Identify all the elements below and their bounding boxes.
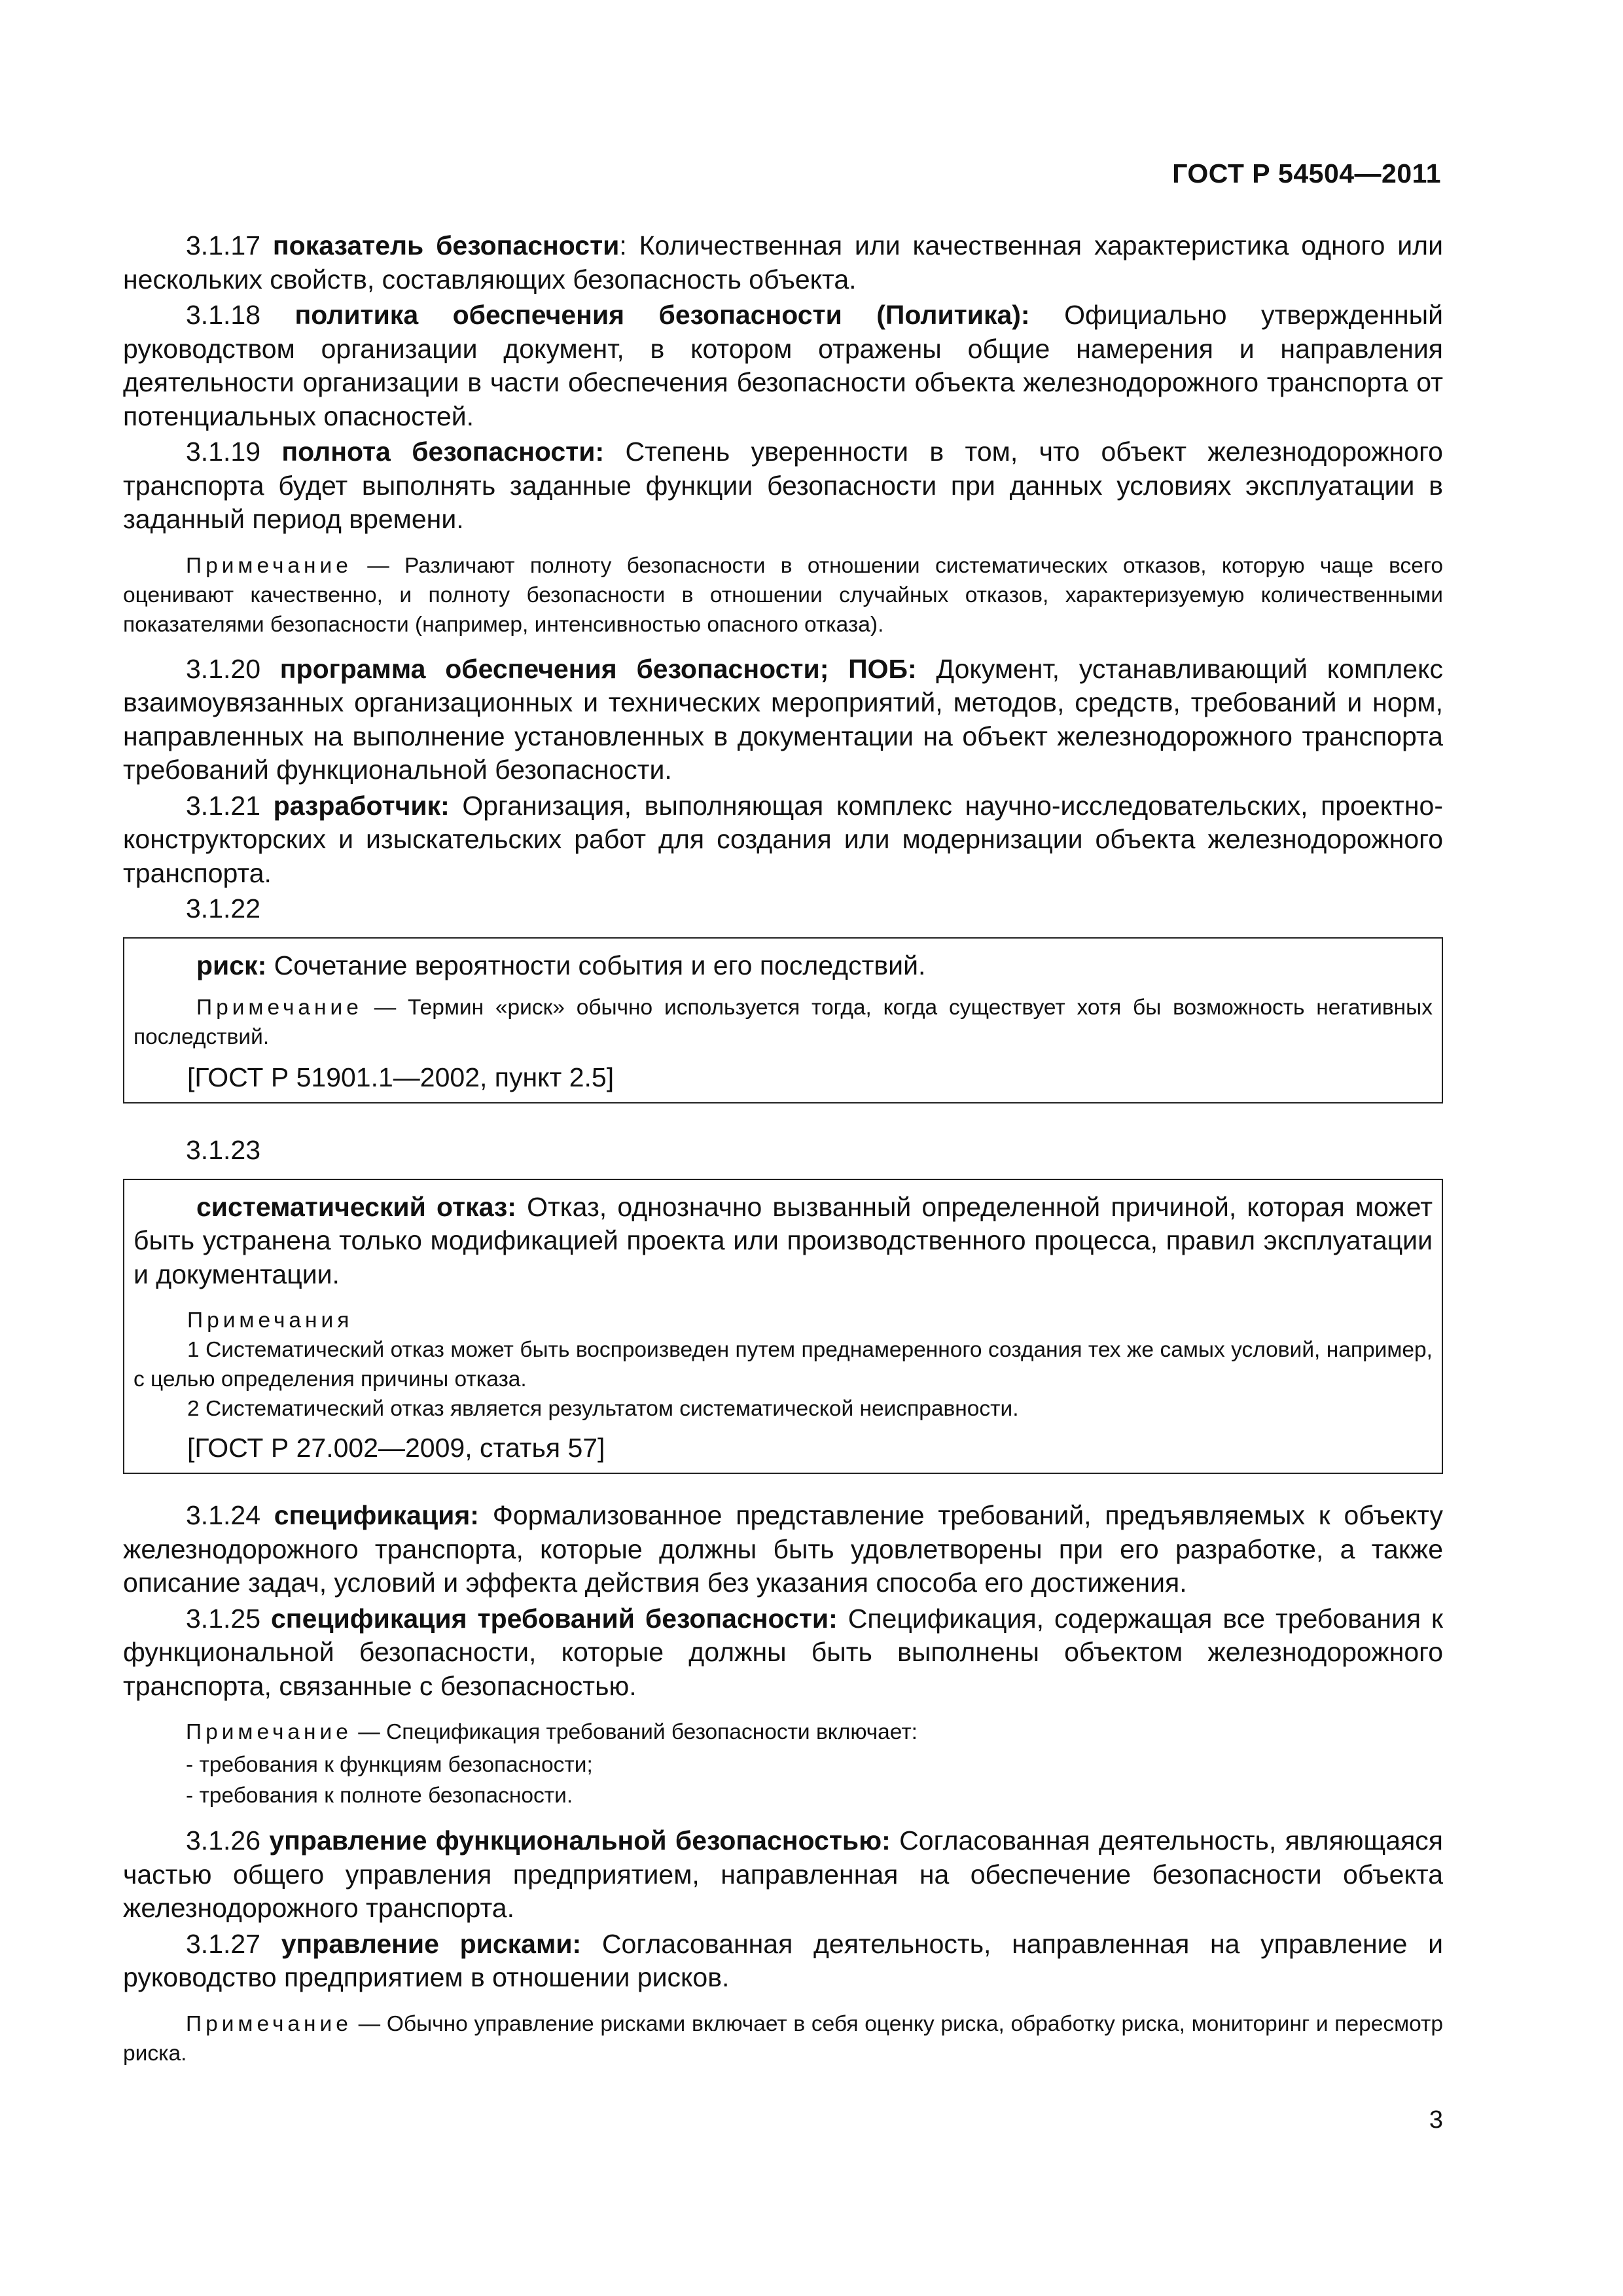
note-text: — Обычно управление рисками включает в себя оценку риска, обработку риска, мониторинг и пересмотр риска. — [123, 2011, 1443, 2066]
entry-number: 3.1.20 — [186, 653, 260, 684]
entry-term: систематический отказ: — [196, 1191, 516, 1222]
entry-3-1-20 — [123, 653, 1443, 787]
boxed-definition-systematic-failure — [123, 1179, 1443, 1475]
entry-definition: Документ, устанавливающий комплекс взаимоувязанных организационных и технических мероприятий, методов, средств, требований и норм, направленных на выполнение установленных в документации на объект железнодорожного транспорта требований функциональной безопасности. — [123, 653, 1443, 785]
entry-term: разработчик: — [273, 790, 450, 821]
entry-term: полнота безопасности: — [281, 437, 605, 467]
notes-heading: Примечания — [187, 1308, 353, 1333]
entry-definition: : Количественная или качественная характеристика одного или нескольких свойств, составляющих безопасность объекта. — [123, 230, 1443, 295]
note-3-1-19 — [123, 551, 1443, 639]
entry-number: 3.1.19 — [186, 437, 260, 467]
note-3-1-25 — [123, 1717, 1443, 1747]
entry-term: спецификация требований безопасности: — [271, 1603, 838, 1634]
entry-definition: Согласованная деятельность, направленная на управление и руководство предприятием в отношении рисков. — [123, 1928, 1444, 1992]
entry-term: риск: — [196, 950, 267, 980]
entry-number: 3.1.24 — [186, 1500, 260, 1530]
note-text: — Различают полноту безопасности в отношении систематических отказов, которую чаще всего оценивают качественно, и полноту безопасности в отношении случайных отказов, характеризуемую количественными показателями безопасности (например, интенсивностью опасного отказа). — [123, 553, 1443, 637]
entry-3-1-25 — [123, 1602, 1443, 1704]
entry-number-3-1-22: 3.1.22 — [186, 893, 260, 924]
entry-number-3-1-23: 3.1.23 — [186, 1135, 260, 1165]
entry-3-1-23 — [134, 1191, 1433, 1292]
boxed-definition-risk — [123, 937, 1443, 1104]
note-label: Примечание — [196, 996, 363, 1020]
requirements-list — [123, 1749, 1443, 1811]
entry-3-1-27 — [123, 1928, 1443, 1995]
entry-definition: Формализованное представление требований, предъявляемых к объекту железнодорожного транспорта, которые должны быть удовлетворены при его разработке, а также описание задач, условий и эффекта действия без указания способа его достижения. — [123, 1500, 1443, 1598]
entry-term: спецификация: — [274, 1500, 479, 1530]
note-label: Примечание — [186, 1720, 352, 1744]
list-item: - требования к полноте безопасности. — [186, 1784, 573, 1808]
entry-number: 3.1.25 — [186, 1603, 260, 1634]
entry-3-1-24 — [123, 1499, 1443, 1600]
document-header: ГОСТ Р 54504—2011 — [1172, 158, 1441, 188]
note-text: — Спецификация требований безопасности включает: — [351, 1720, 918, 1744]
entry-number: 3.1.17 — [186, 230, 260, 260]
entry-term: политика обеспечения безопасности (Политика): — [294, 300, 1030, 330]
entry-3-1-19 — [123, 435, 1443, 537]
list-item: - требования к функциям безопасности; — [186, 1753, 593, 1777]
entry-number: 3.1.21 — [186, 790, 260, 821]
entry-definition: Сочетание вероятности события и его последствий. — [266, 950, 926, 980]
reference-3-1-22: [ГОСТ Р 51901.1—2002, пункт 2.5] — [187, 1062, 615, 1092]
note-item-2: 2 Систематический отказ является результатом систематической неисправности. — [187, 1397, 1019, 1421]
note-label: Примечание — [186, 2011, 352, 2036]
entry-number: 3.1.27 — [186, 1928, 260, 1959]
page-number: 3 — [1429, 2106, 1443, 2134]
entry-definition: Согласованная деятельность, являющаяся частью общего управления предприятием, направленная на обеспечение безопасности объекта железнодорожного транспорта. — [123, 1825, 1443, 1923]
entry-definition: Спецификация, содержащая все требования к функциональной безопасности, которые должны быть выполнены объектом железнодорожного транспорта, связанные с безопасностью. — [123, 1603, 1443, 1701]
entry-3-1-21 — [123, 789, 1443, 891]
note-item-1: 1 Систематический отказ может быть воспроизведен путем преднамеренного создания тех же самых условий, например, с целью определения причины отказа. — [134, 1338, 1433, 1391]
entry-term: управление функциональной безопасностью: — [269, 1825, 891, 1856]
entry-term: показатель безопасности — [272, 230, 620, 260]
entry-definition: Отказ, однозначно вызванный определенной причиной, которая может быть устранена только модификацией проекта или производственного процесса, правил эксплуатации и документации. — [134, 1191, 1433, 1289]
entry-number: 3.1.18 — [186, 300, 260, 330]
note-text: — Термин «риск» обычно используется тогда, когда существует хотя бы возможность негативных последствий. — [134, 996, 1433, 1049]
entry-3-1-17 — [123, 229, 1443, 296]
entry-number: 3.1.26 — [186, 1825, 260, 1856]
entry-3-1-22 — [134, 949, 1433, 983]
entry-definition: Официально утвержденный руководством организации документ, в котором отражены общие намерения и направления деятельности организации в части обеспечения безопасности объекта железнодорожного транспорта от потенциальных опасностей. — [123, 300, 1443, 431]
entry-definition: Степень уверенности в том, что объект железнодорожного транспорта будет выполнять заданные функции безопасности при данных условиях эксплуатации в заданный период времени. — [123, 437, 1443, 534]
reference-3-1-23: [ГОСТ Р 27.002—2009, статья 57] — [187, 1433, 605, 1463]
entry-3-1-26 — [123, 1824, 1443, 1926]
entry-definition: Организация, выполняющая комплекс научно-исследовательских, проектно-конструкторских и изыскательских работ для создания или модернизации объекта железнодорожного транспорта. — [123, 790, 1443, 888]
note-label: Примечание — [186, 553, 352, 578]
entry-3-1-18 — [123, 298, 1443, 433]
note-3-1-27 — [123, 2009, 1443, 2068]
entry-term: управление рисками: — [281, 1928, 582, 1959]
note-3-1-22 — [134, 993, 1433, 1052]
document-body — [123, 229, 1443, 2081]
entry-term: программа обеспечения безопасности; ПОБ: — [279, 653, 917, 684]
